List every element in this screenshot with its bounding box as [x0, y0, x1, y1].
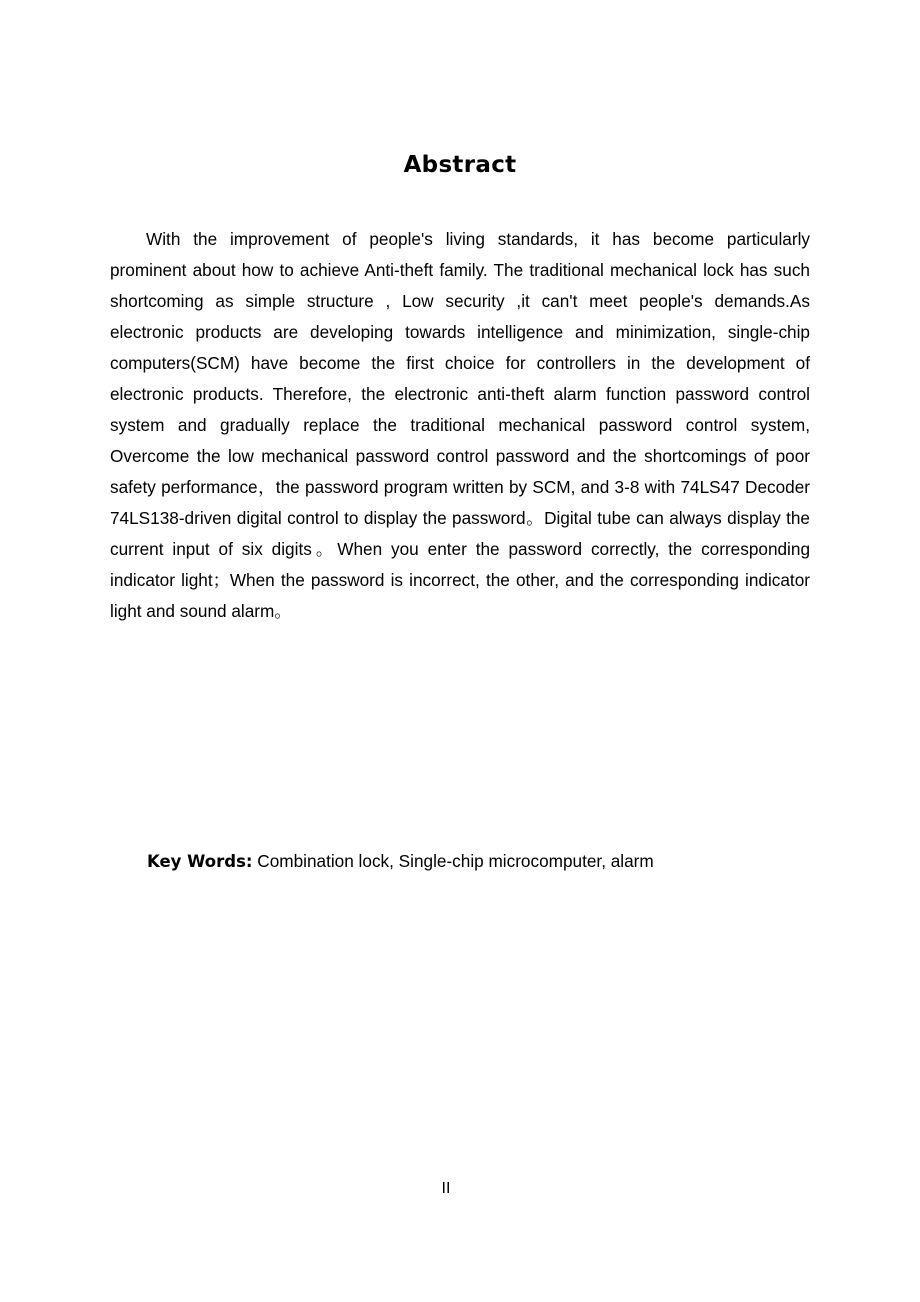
keywords-label: Key Words: — [147, 852, 253, 871]
keywords-line — [147, 846, 807, 877]
abstract-paragraph: With the improvement of people's living standards, it has become particularly prominent about how to achieve Anti-theft family. The traditional mechanical lock has such shortcoming as simple structure , Low security ,it can't meet people's demands.As electronic products are developing towards intelligence and minimization, single-chip computers(SCM) have become the first choice for controllers in the development of electronic products. Therefore, the electronic anti-theft alarm function password control system and gradually replace the traditional mechanical password control system, Overcome the low mechanical password control password and the shortcomings of poor safety performance，the password program written by SCM, and 3-8 with 74LS47 Decoder 74LS138-driven digital control to display the password。Digital tube can always display the current input of six digits。When you enter the password correctly, the corresponding indicator light；When the password is incorrect, the other, and the corresponding indicator light and sound alarm。 — [110, 229, 810, 621]
page-number: II — [441, 1180, 451, 1197]
abstract-title: Abstract — [403, 152, 517, 178]
keywords-text: Combination lock, Single-chip microcomputer, alarm — [252, 851, 654, 871]
